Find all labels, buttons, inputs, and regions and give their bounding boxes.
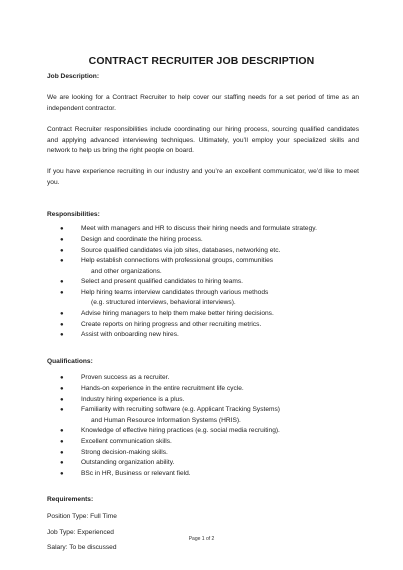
bullet-icon: ● xyxy=(60,470,64,477)
bullet-icon: ● xyxy=(60,321,64,328)
list-item: ● Proven success as a recruiter. xyxy=(47,373,359,384)
list-item: ● Industry hiring experience is a plus. xyxy=(47,395,359,406)
position-type-line: Position Type: Full Time xyxy=(47,512,117,520)
job-description-heading: Job Description: xyxy=(47,73,100,80)
bullet-icon: ● xyxy=(60,428,64,435)
list-item: ● Assist with onboarding new hires. xyxy=(47,330,359,341)
bullet-icon: ● xyxy=(60,279,64,286)
bullet-icon: ● xyxy=(60,396,64,403)
list-item: ● Strong decision-making skills. xyxy=(47,448,359,459)
bullet-icon: ● xyxy=(60,332,64,339)
job-description-paragraph: If you have experience recruiting in our industry and you’re an excellent communicator, we’d like to meet you. xyxy=(47,168,359,186)
list-item: ● Hands-on experience in the entire recruitment life cycle. xyxy=(47,384,359,395)
list-item: ● BSc in HR, Business or relevant field. xyxy=(47,469,359,480)
list-item: ● Create reports on hiring progress and other recruiting metrics. xyxy=(47,320,359,331)
qualifications-list xyxy=(47,373,359,479)
list-item: ● Select and present qualified candidates to hiring teams. xyxy=(47,277,359,288)
bullet-icon: ● xyxy=(60,226,64,233)
bullet-icon: ● xyxy=(60,460,64,467)
list-item: ● Advise hiring managers to help them make better hiring decisions. xyxy=(47,309,359,320)
list-item: ● Knowledge of effective hiring practices (e.g. social media recruiting). xyxy=(47,426,359,437)
bullet-icon: ● xyxy=(60,439,64,445)
bullet-icon: ● xyxy=(60,375,64,382)
bullet-icon: ● xyxy=(60,236,64,243)
list-item: ● Help hiring teams interview candidates through various methods (e.g. structured interviews, behavioral interviews). xyxy=(60,288,269,307)
list-item: ● Excellent communication skills. xyxy=(47,437,359,448)
bullet-icon: ● xyxy=(60,449,64,456)
job-description-paragraph: Contract Recruiter responsibilities include coordinating our hiring process, sourcing qualified candidates and applying advanced interviewing techniques. Ultimately, you’ll employ your specialized skills and network to help us bring the right people on board. xyxy=(47,125,359,155)
bullet-icon: ● xyxy=(60,407,64,414)
list-item: ● Meet with managers and HR to discuss their hiring needs and formulate strategy. xyxy=(47,224,359,235)
requirements-heading: Requirements: xyxy=(47,496,94,504)
list-item: ● Design and coordinate the hiring process. xyxy=(47,235,359,246)
list-item: ● Help establish connections with professional groups, communities and other organizations. xyxy=(60,257,274,275)
bullet-icon: ● xyxy=(60,289,64,296)
responsibilities-heading: Responsibilities: xyxy=(47,210,100,218)
qualifications-heading: Qualifications: xyxy=(47,357,93,365)
page-number: Page 1 of 2 xyxy=(188,536,215,542)
list-item: ● Familiarity with recruiting software (e.g. Applicant Tracking Systems) and Human Resource Information Systems (HRIS). xyxy=(60,406,280,424)
responsibilities-list xyxy=(47,224,359,341)
job-description-paragraph: We are looking for a Contract Recruiter to help cover our staffing needs for a set period of time as an independent contractor. xyxy=(47,94,359,112)
list-item: ● Outstanding organization ability. xyxy=(47,458,359,469)
job-type-line: Job Type: Experienced xyxy=(47,528,114,536)
bullet-icon: ● xyxy=(60,247,64,254)
bullet-icon: ● xyxy=(60,311,64,318)
document-title: CONTRACT RECRUITER JOB DESCRIPTION xyxy=(88,55,315,67)
list-item: ● Source qualified candidates via job sites, databases, networking etc. xyxy=(47,246,359,257)
bullet-icon: ● xyxy=(60,258,64,265)
salary-line: Salary: To be discussed xyxy=(47,544,117,552)
document-body xyxy=(47,72,359,554)
bullet-icon: ● xyxy=(60,386,64,393)
